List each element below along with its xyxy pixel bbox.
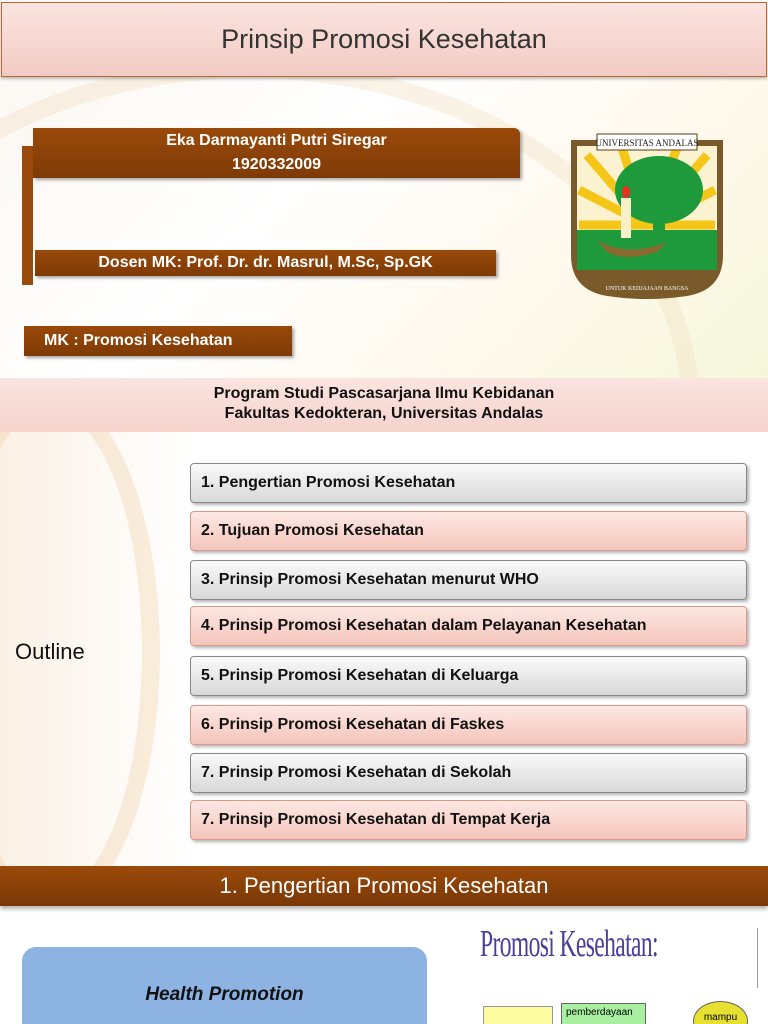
outline-slide: [0, 432, 768, 866]
outline-item: 3. Prinsip Promosi Kesehatan menurut WHO: [190, 560, 747, 600]
svg-text:UNTUK KEDJAJAAN BANGSA: UNTUK KEDJAJAAN BANGSA: [605, 286, 689, 292]
author-name: Eka Darmayanti Putri Siregar: [166, 132, 387, 149]
outline-item: 6. Prinsip Promosi Kesehatan di Faskes: [190, 705, 747, 745]
outline-item: 2. Tujuan Promosi Kesehatan: [190, 511, 747, 551]
outline-item: 4. Prinsip Promosi Kesehatan dalam Pelayanan Kesehatan: [190, 606, 747, 646]
course-box: MK : Promosi Kesehatan: [24, 326, 292, 356]
slide-title: 1. Pengertian Promosi Kesehatan: [0, 866, 768, 906]
author-box: [33, 128, 520, 178]
outline-item: 1. Pengertian Promosi Kesehatan: [190, 463, 747, 503]
definition-slide: [0, 866, 768, 1024]
divider: [757, 928, 758, 988]
slide-title: Prinsip Promosi Kesehatan: [1, 2, 767, 77]
outline-item: 7. Prinsip Promosi Kesehatan di Tempat Kerja: [190, 800, 747, 840]
accent-bar: [22, 146, 33, 285]
institution-band: [0, 378, 768, 432]
outline-heading: Outline: [15, 639, 85, 664]
diagram-box: pemberdayaan: [561, 1003, 646, 1024]
outline-item: 5. Prinsip Promosi Kesehatan di Keluarga: [190, 656, 747, 696]
faculty-name: Fakultas Kedokteran, Universitas Andalas: [224, 405, 544, 422]
image-title: Promosi Kesehatan:: [480, 923, 658, 965]
outline-item: 7. Prinsip Promosi Kesehatan di Sekolah: [190, 753, 747, 793]
program-name: Program Studi Pascasarjana Ilmu Kebidanan: [213, 385, 555, 402]
svg-text:UNIVERSITAS ANDALAS: UNIVERSITAS ANDALAS: [595, 138, 699, 148]
box-title: Health Promotion: [145, 984, 304, 1005]
student-id: 1920332009: [232, 156, 321, 173]
lecturer-box: Dosen MK: Prof. Dr. dr. Masrul, M.Sc, Sp.GK: [35, 250, 496, 276]
diagram-arrow-shape: [483, 1006, 553, 1024]
diagram-ellipse: mampu: [693, 1001, 748, 1024]
university-logo: [567, 130, 727, 302]
title-slide: [0, 0, 768, 432]
health-promotion-box: [22, 947, 427, 1024]
